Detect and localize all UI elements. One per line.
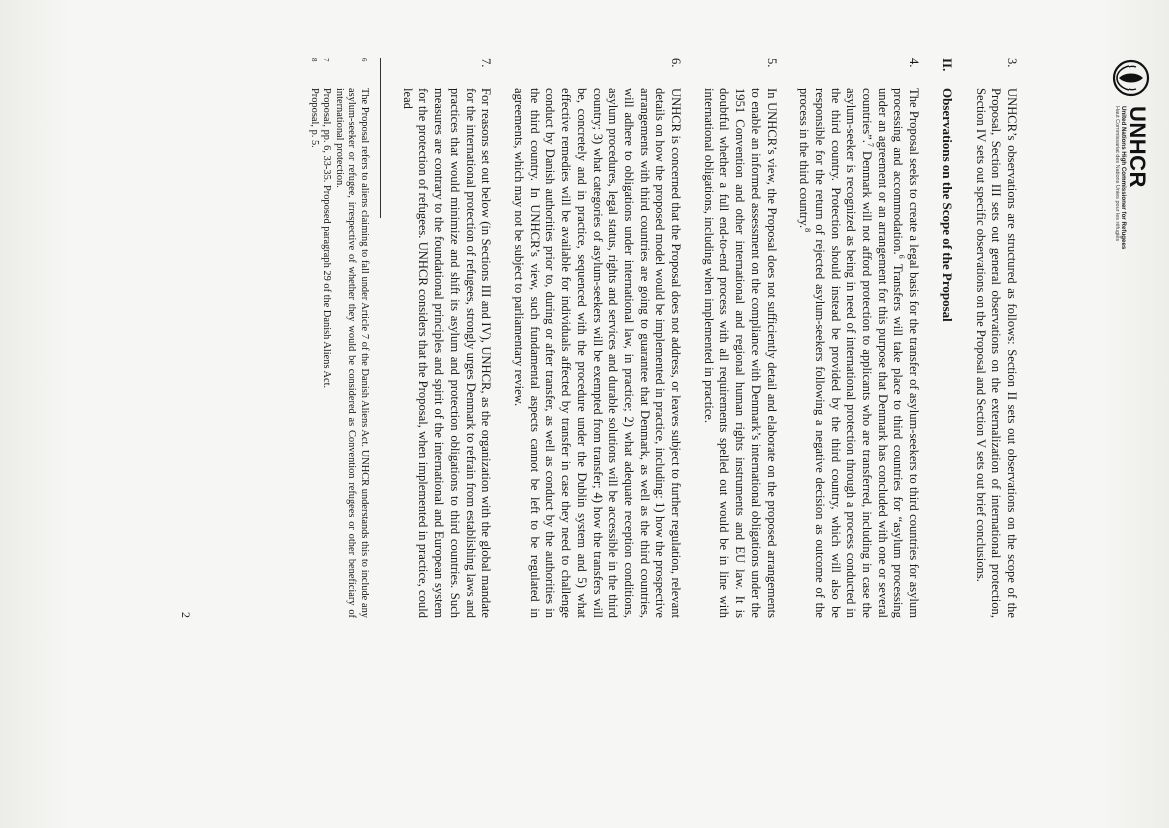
paragraph-text: UNHCR’s observations are structured as follows: Section II sets out observations on the scope of the Proposal, Section III sets out general observations on the externalization of international protection, Section IV sets out specific observations on the Proposal and Section V sets out brief conclusions. xyxy=(973,88,1019,618)
footnote-ref: 8 xyxy=(803,228,813,233)
paragraph-number: 4. xyxy=(907,58,922,68)
brand-name: UNHCR xyxy=(1124,106,1150,188)
footnote-ref: 7 xyxy=(866,142,876,147)
paragraph-text: UNHCR is concerned that the Proposal does not address, or leaves subject to further regulation, relevant details on how the proposed model would be implemented in practice, including: 1) how the prospective arrangements with third countries are going to guarantee that Denmark, as well as the third countries, will adhere to obligations under international law, in practice; 2) what adequate reception conditions, asylum procedures, legal status, rights and services and durable solutions will be accessible in the third country; 3) what categories of asylum-seekers will be exempted from transfer; 4) how the transfers will be, concretely and in practice, sequenced with the procedure under the Dublin system and 5) what effective remedies will be available for individuals affected by transfer in case they need to challenge conduct by Danish authorities prior to, during or after transfer, as well as conduct by the authorities in the third country. In UNHCR’s view, such fundamental aspects cannot be left to be regulated in agreements, which may not be subject to parliamentary review. xyxy=(512,88,684,618)
footnote-number: 8 xyxy=(309,58,318,62)
footnote-number: 7 xyxy=(322,58,331,62)
paragraph-text-part: Transfers will take place to third countries for “asylum processing under an agreement or an arrangement for this purpose that Denmark has concluded with one or several countries”. xyxy=(860,88,906,618)
paragraph-number: 6. xyxy=(669,58,684,68)
footnote-ref: 6 xyxy=(897,254,907,259)
letterhead-text xyxy=(1113,106,1148,249)
letterhead xyxy=(1111,58,1151,249)
brand-subtitle: United Nations High Commissioner for Refugees xyxy=(1119,106,1127,250)
footnote-6 xyxy=(332,58,370,618)
footnotes xyxy=(307,58,381,618)
paragraph-4 xyxy=(796,58,922,618)
footnote-text: The Proposal refers to aliens claiming to fall under Article 7 of the Danish Aliens Act. UNHCR understands this to include any asylum-seeker or refugee, irrespective of whether they would be considered as Convention refugees or other beneficiary of international protection. xyxy=(333,88,371,618)
section-number: II. xyxy=(939,58,955,72)
footnote-7 xyxy=(320,58,333,618)
body-text xyxy=(307,58,1019,618)
paragraph-7 xyxy=(399,58,493,618)
paragraph-number: 5. xyxy=(764,58,779,68)
footnote-text: Proposal, pp. 6, 33-35. Proposed paragraph 29 of the Danish Aliens Act. xyxy=(321,88,333,389)
paragraph-number: 3. xyxy=(1005,58,1019,68)
footnote-number: 6 xyxy=(360,58,369,62)
paragraph-6 xyxy=(510,58,683,618)
paragraph-3 xyxy=(972,58,1019,618)
paragraph-text: In UNHCR’s view, the Proposal does not sufficiently detail and elaborate on the proposed arrangements to enable an informed assessment on the compliance with Denmark’s international obligations under the 1951 Convention and other international and regional human rights instruments and EU law. It is doubtful whether a full end-to-end process with all requirements spelled out would be in line with international obligations, including when implemented in practice. xyxy=(701,88,779,618)
section-heading xyxy=(939,58,955,618)
page-number: 2 xyxy=(179,612,193,618)
paragraph-5 xyxy=(700,58,779,618)
section-title: Observations on the Scope of the Proposal xyxy=(939,88,955,322)
footnote-8 xyxy=(307,58,320,618)
footnote-text: Proposal, p. 5. xyxy=(308,88,320,148)
paragraph-text: For reasons set out below (in Sections III and IV), UNHCR, as the organization with the global mandate for the international protection of refugees, strongly urges Denmark to refrain from establishing laws and practices that would minimize and shift its asylum and protection obligations to third countries. Such measures are contrary to the foundational principles and spirit of the international and European system for the protection of refugees. UNHCR considers that the Proposal, when implemented in practice, could lead xyxy=(400,88,494,618)
footnote-divider xyxy=(380,58,381,218)
paragraph-text-part: Denmark will not afford protection to applicants who are transferred, including in case the asylum-seeker is recognized as being in need of international protection through a process conducted in the third country. Protection should instead be provided by the third country, which will also be responsible for the return of rejected asylum-seekers following a negative decision as outcome of the process in the third country. xyxy=(797,88,875,618)
brand-address: Haut Commissariat des Nations Unies pour les réfugiés xyxy=(1114,106,1121,242)
paragraph-number: 7. xyxy=(479,58,494,68)
paragraph-text-part: The Proposal seeks to create a legal basis for the transfer of asylum-seekers to third countries for asylum processing and accommodation. xyxy=(891,88,922,618)
unhcr-emblem-icon xyxy=(1111,58,1151,98)
paragraph-text xyxy=(796,88,922,618)
